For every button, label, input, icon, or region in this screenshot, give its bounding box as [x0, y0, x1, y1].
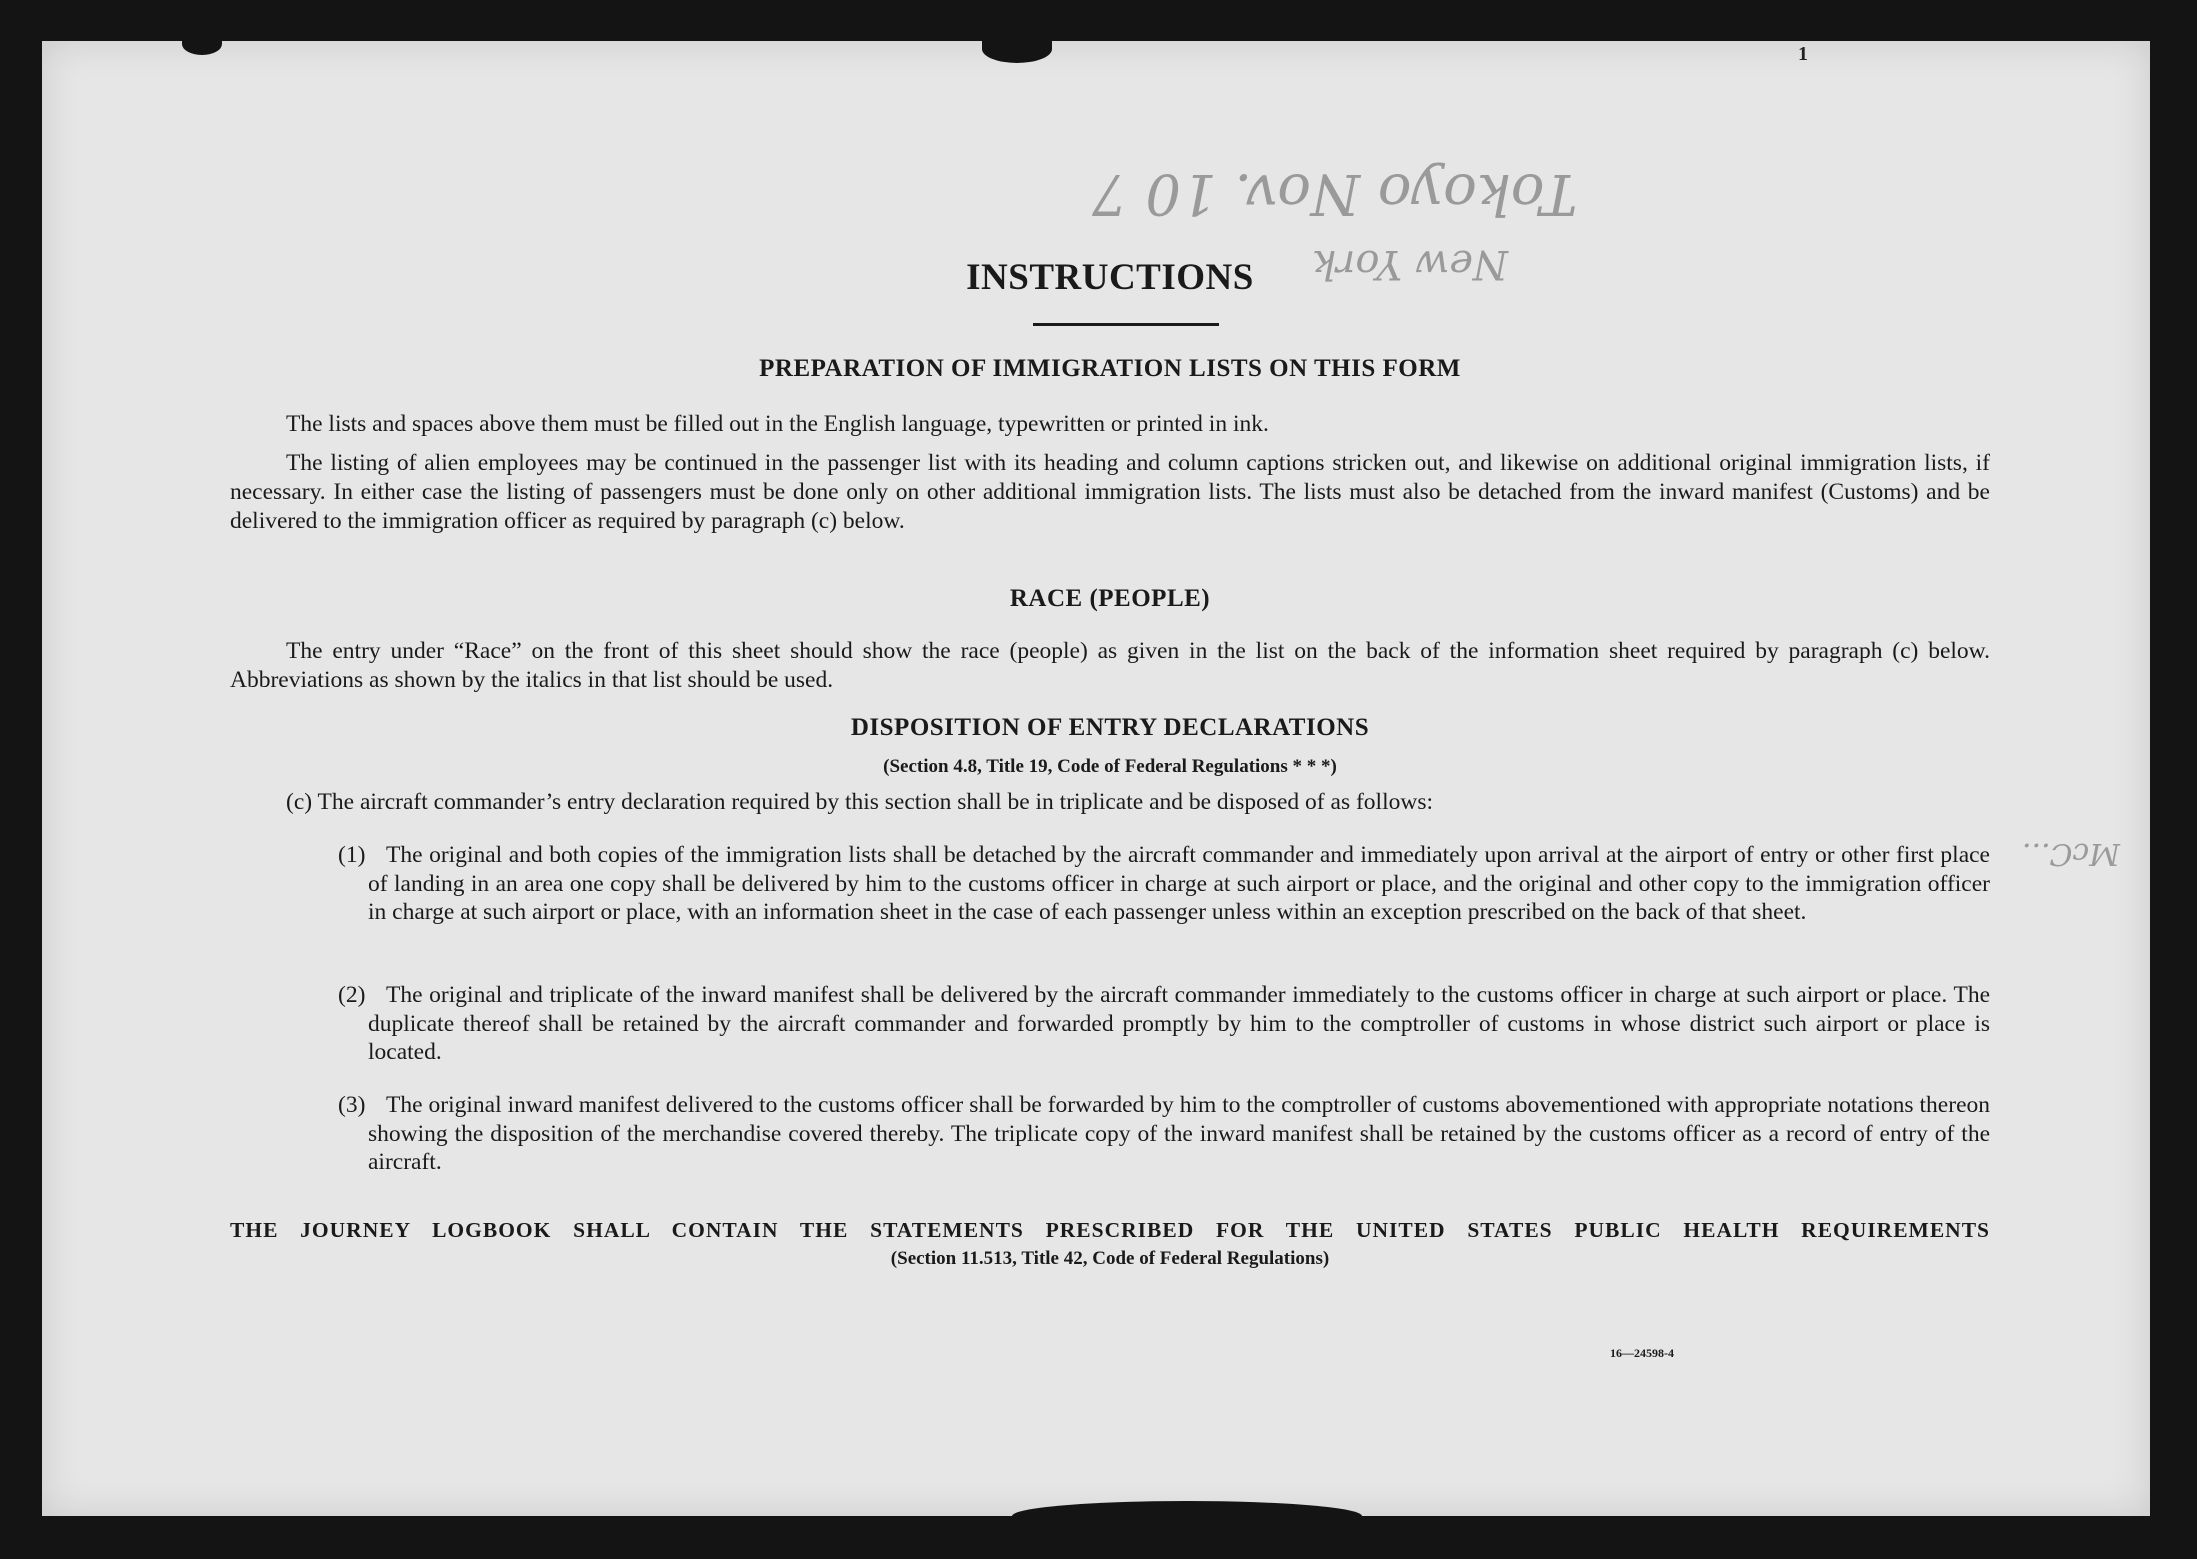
disposition-item-2	[338, 981, 1990, 1067]
torn-edge	[1012, 1501, 1362, 1531]
item-number: (2)	[338, 982, 366, 1008]
disposition-item-1	[338, 841, 1990, 927]
item-text: The original inward manifest delivered to the customs officer shall be forwarded by him to the comptroller of customs abovementioned with appropriate notations thereon showing the disposition of the merchandise covered thereby. The triplicate copy of the inward manifest shall be retained by the customs officer as a record of entry of the aircraft.	[368, 1092, 1990, 1175]
preparation-heading: PREPARATION OF IMMIGRATION LISTS ON THIS FORM	[759, 355, 1461, 382]
form-number: 16—24598-4	[1610, 1346, 1674, 1360]
disposition-citation: (Section 4.8, Title 19, Code of Federal Regulations * * *)	[883, 756, 1337, 777]
logbook-citation: (Section 11.513, Title 42, Code of Federal Regulations)	[890, 1248, 1330, 1269]
item-text: The original and both copies of the immigration lists shall be detached by the aircraft commander and immediately upon arrival at the airport of entry or other first place of landing in an area one copy shall be delivered by him to the customs officer in charge at such airport or place, and the original and other copy to the immigration officer in charge at such airport or place, with an information sheet in the case of each passenger unless within an exception prescribed on the back of that sheet.	[368, 842, 1990, 925]
preparation-paragraph-1: The lists and spaces above them must be filled out in the English language, typewritten or printed in ink.	[286, 411, 1269, 437]
document-sheet	[42, 41, 2150, 1516]
title-underline	[1033, 323, 1219, 326]
preparation-paragraph-2: The listing of alien employees may be continued in the passenger list with its heading and column captions stricken out, and likewise on additional original immigration lists, if necessary. In either case the listing of passengers must be done only on other additional immigration lists. The lists must also be detached from the inward manifest (Customs) and be delivered to the immigration officer as required by paragraph (c) below.	[230, 450, 1990, 534]
disposition-heading: DISPOSITION OF ENTRY DECLARATIONS	[850, 714, 1370, 741]
item-text: The original and triplicate of the inward manifest shall be delivered by the aircraft commander immediately to the customs officer in charge at such airport or place. The duplicate thereof shall be retained by the aircraft commander and forwarded promptly by him to the comptroller of customs in whose district such airport or place is located.	[368, 982, 1990, 1065]
disposition-intro: (c) The aircraft commander’s entry declaration required by this section shall be in triplicate and be disposed of as follows:	[286, 789, 1433, 815]
item-number: (1)	[338, 842, 366, 868]
torn-edge	[182, 33, 222, 55]
item-number: (3)	[338, 1092, 366, 1118]
logbook-statement: THE JOURNEY LOGBOOK SHALL CONTAIN THE STATEMENTS PRESCRIBED FOR THE UNITED STATES PUBLIC HEALTH REQUIREMENTS	[230, 1218, 1990, 1242]
race-paragraph: The entry under “Race” on the front of this sheet should show the race (people) as given in the list on the back of the information sheet required by paragraph (c) below. Abbreviations as shown by the italics in that list should be used.	[230, 638, 1990, 693]
torn-edge	[982, 35, 1052, 63]
corner-number: 1	[1798, 43, 1808, 65]
handwritten-annotation: Tokoyo Nov. 10 7	[1092, 161, 1578, 226]
page-title: INSTRUCTIONS	[966, 257, 1254, 298]
disposition-item-3	[338, 1091, 1990, 1177]
race-heading: RACE (PEOPLE)	[1009, 585, 1211, 612]
handwritten-annotation: McC...	[2022, 836, 2121, 871]
handwritten-annotation: New York	[1312, 241, 1508, 287]
